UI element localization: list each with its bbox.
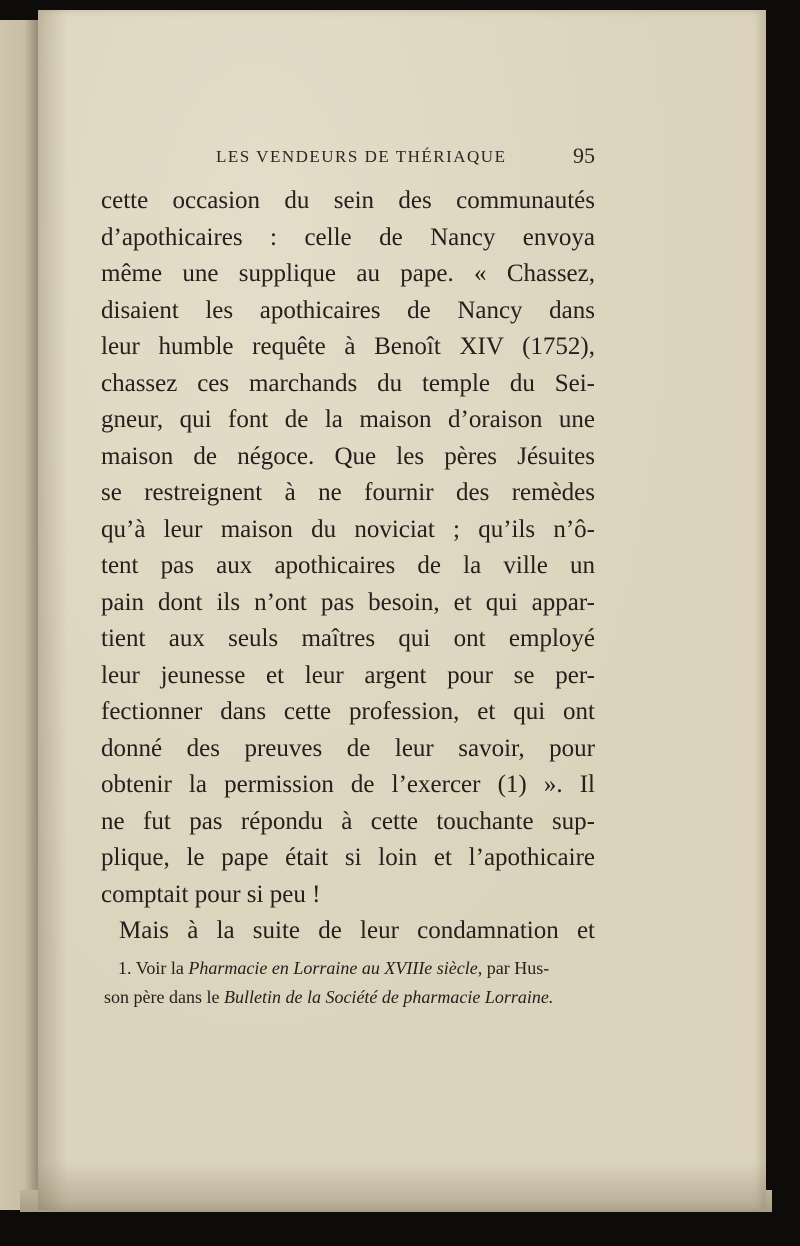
text-line: gneur, qui font de la maison d’oraison une: [101, 406, 595, 433]
text-line: obtenir la permission de l’exercer (1) ». Il: [101, 771, 595, 798]
text-line: Mais à la suite de leur condamnation et: [119, 917, 595, 944]
text-line: fectionner dans cette profession, et qui ont: [101, 698, 595, 725]
text-line: leur humble requête à Benoît XIV (1752),: [101, 333, 595, 360]
footnote-line: [104, 954, 598, 983]
text-line: pain dont ils n’ont pas besoin, et qui appar-: [101, 588, 595, 616]
text-line: cette occasion du sein des communautés: [101, 187, 595, 214]
footnote-line: [104, 983, 598, 1012]
footnote-title: Pharmacie en Lorraine au XVIIIe siècle,: [188, 958, 483, 978]
text-line: même une supplique au pape. « Chassez,: [101, 260, 595, 287]
text-line: leur jeunesse et leur argent pour se per-: [101, 661, 595, 689]
footnote-text: son père dans le: [104, 987, 220, 1007]
facing-page-edge: [0, 20, 40, 1210]
footnote-title: Bulletin de la Société de pharmacie Lorraine.: [223, 987, 554, 1007]
footnote: [104, 954, 598, 1012]
text-line: tent pas aux apothicaires de la ville un: [101, 552, 595, 579]
footnote-text: Voir la: [135, 958, 184, 978]
text-line: se restreignent à ne fournir des remèdes: [101, 479, 595, 506]
text-line: tient aux seuls maîtres qui ont employé: [101, 625, 595, 652]
text-line: chassez ces marchands du temple du Sei-: [101, 369, 595, 397]
text-line: donné des preuves de leur savoir, pour: [101, 734, 595, 762]
text-line: disaient les apothicaires de Nancy dans: [101, 296, 595, 324]
footnote-marker: 1.: [118, 958, 132, 978]
text-line: d’apothicaires : celle de Nancy envoya: [101, 223, 595, 251]
text-line: plique, le pape était si loin et l’apothicaire: [101, 844, 595, 871]
page-number: 95: [573, 143, 595, 168]
text-line: comptait pour si peu !: [101, 880, 321, 908]
text-line: qu’à leur maison du noviciat ; qu’ils n’ô-: [101, 515, 595, 543]
text-line: maison de négoce. Que les pères Jésuites: [101, 442, 595, 470]
text-line: ne fut pas répondu à cette touchante sup-: [101, 807, 595, 835]
body-text: [101, 183, 595, 950]
running-title: LES VENDEURS DE THÉRIAQUE: [216, 147, 507, 166]
footnote-text: par Hus-: [486, 958, 550, 978]
